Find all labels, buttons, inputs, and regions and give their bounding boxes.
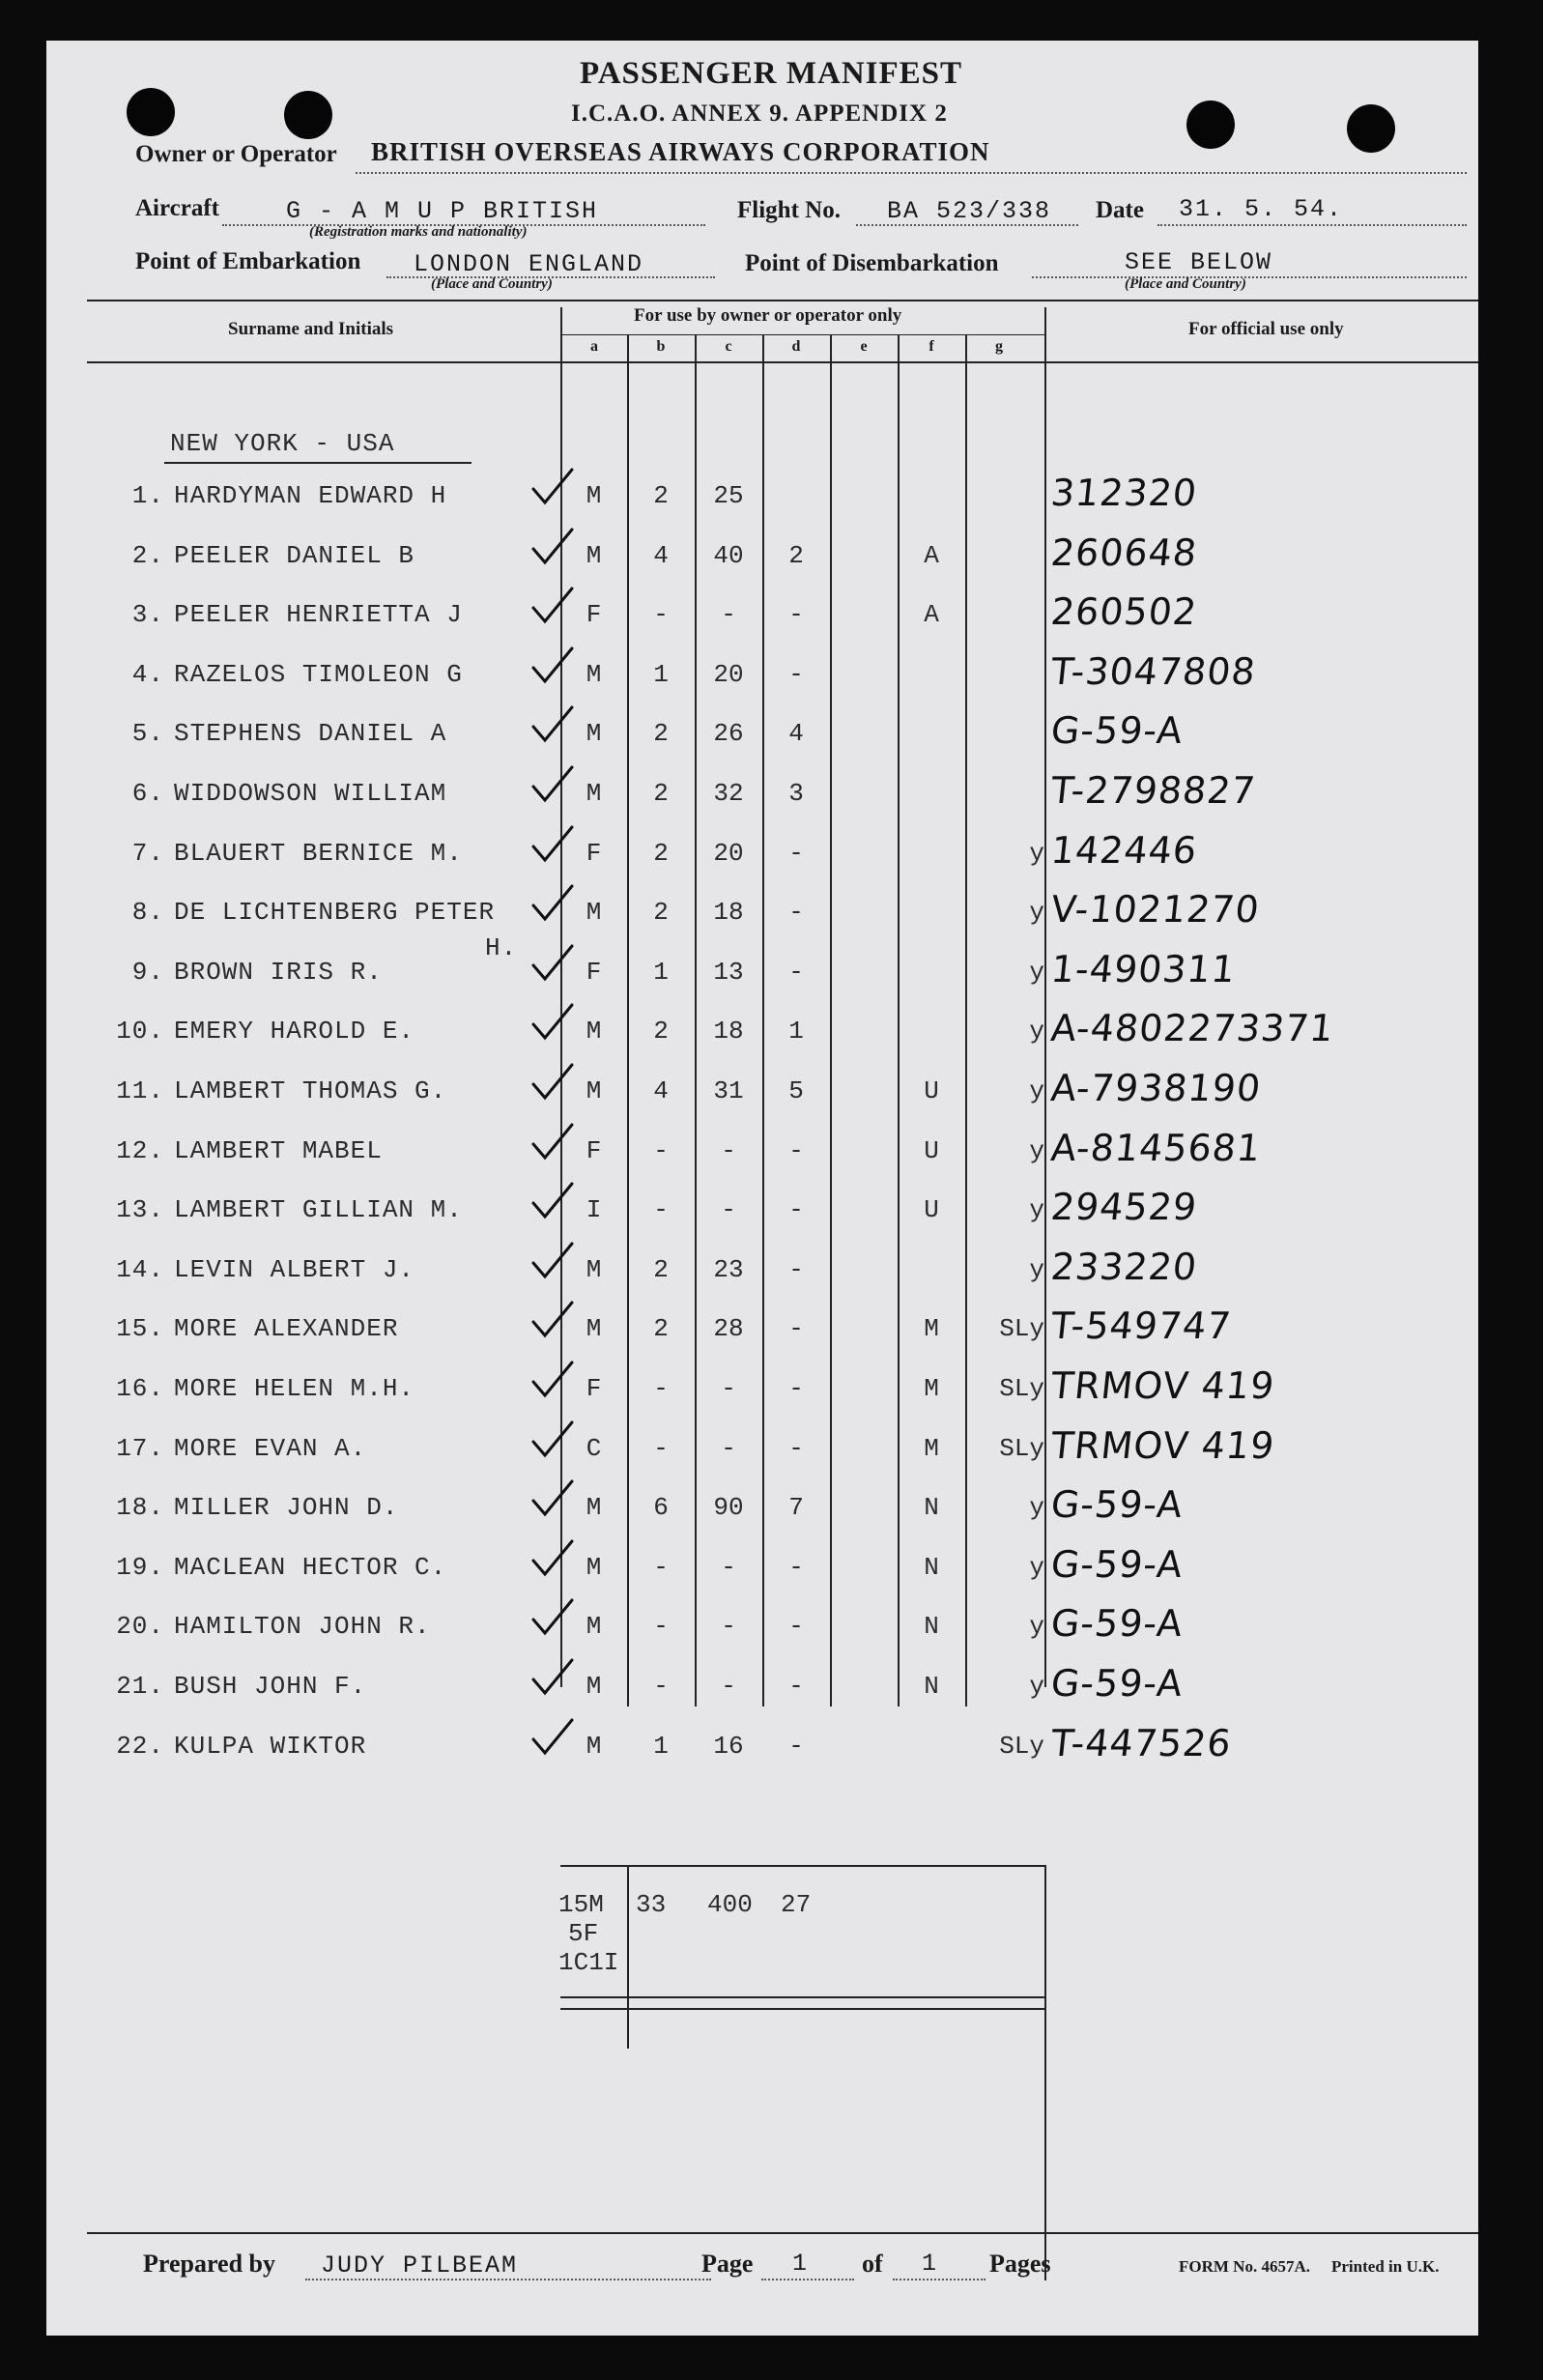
cell-c: 23: [713, 1255, 744, 1284]
check-mark-icon: [529, 1361, 574, 1399]
cell-c: 40: [713, 541, 744, 570]
row-8-continuation: H.: [485, 933, 518, 962]
official-entry: 1-490311: [1048, 948, 1239, 990]
check-mark-icon: [529, 1242, 574, 1280]
totals-top-rule: [560, 1865, 1045, 1867]
cell-c: 16: [713, 1732, 744, 1761]
pages-label: Pages: [989, 2250, 1051, 2278]
official-entry: 260502: [1048, 590, 1200, 633]
cell-c: 26: [713, 719, 744, 748]
cell-c: 13: [713, 958, 744, 987]
column-rule: [830, 334, 832, 1706]
cell-b: 4: [653, 541, 669, 570]
cell-a: I: [586, 1195, 602, 1224]
totals-bottom-rule: [560, 1996, 1045, 1998]
passenger-name: LAMBERT GILLIAN M.: [174, 1195, 463, 1224]
official-entry: A-4802273371: [1048, 1007, 1336, 1049]
date-value: 31. 5. 54.: [1179, 195, 1344, 223]
total-a-line: 15M: [558, 1890, 604, 1919]
cell-a: M: [586, 1076, 602, 1105]
official-entry: G-59-A: [1048, 1602, 1186, 1645]
cell-d: 4: [788, 719, 804, 748]
cell-b: -: [653, 600, 669, 629]
cell-c: 90: [713, 1493, 744, 1522]
embarkation-hint: (Place and Country): [431, 276, 553, 292]
cell-c: -: [721, 1374, 736, 1403]
cell-d: -: [788, 1314, 804, 1343]
cell-c: -: [721, 1195, 736, 1224]
check-mark-icon: [529, 825, 574, 864]
col-c-header: c: [725, 338, 732, 355]
cell-f: U: [924, 1136, 939, 1165]
dotted-line: [893, 2279, 986, 2280]
passenger-name: MORE EVAN A.: [174, 1434, 367, 1463]
cell-f: N: [924, 1672, 939, 1701]
official-entry: 260648: [1048, 531, 1200, 574]
official-entry: T-3047808: [1048, 650, 1258, 693]
cell-f: U: [924, 1076, 939, 1105]
passenger-name: PEELER HENRIETTA J: [174, 600, 463, 629]
cell-a: M: [586, 779, 602, 808]
row-number: 3.: [131, 600, 164, 629]
cell-a: M: [586, 1493, 602, 1522]
form-title: PASSENGER MANIFEST: [580, 56, 963, 91]
row-number: 16.: [116, 1374, 164, 1403]
cell-b: -: [653, 1195, 669, 1224]
cell-a: M: [586, 1314, 602, 1343]
cell-a: F: [586, 1374, 602, 1403]
cell-c: 32: [713, 779, 744, 808]
row-number: 20.: [116, 1612, 164, 1641]
letter-row-rule: [560, 334, 1045, 335]
footer-rule: [87, 2232, 1478, 2234]
official-entry: G-59-A: [1048, 1662, 1186, 1705]
cell-c: 20: [713, 839, 744, 868]
cell-b: 2: [653, 1314, 669, 1343]
cell-a: M: [586, 1732, 602, 1761]
cell-d: -: [788, 1255, 804, 1284]
cell-a: M: [586, 1017, 602, 1046]
cell-f: M: [924, 1314, 939, 1343]
col-official-header: For official use only: [1188, 319, 1344, 339]
of-value: 1: [922, 2250, 939, 2278]
cell-b: 2: [653, 481, 669, 510]
check-mark-icon: [529, 1539, 574, 1578]
cell-f: A: [924, 541, 939, 570]
cell-g: y: [1029, 1672, 1044, 1701]
disembarkation-label: Point of Disembarkation: [745, 250, 999, 276]
cell-b: -: [653, 1136, 669, 1165]
col-surname-header: Surname and Initials: [228, 319, 394, 339]
punch-hole: [284, 91, 332, 139]
cell-d: -: [788, 1672, 804, 1701]
cell-g: y: [1029, 1195, 1044, 1224]
manifest-sheet: [46, 41, 1478, 2336]
check-mark-icon: [529, 944, 574, 983]
passenger-name: HARDYMAN EDWARD H: [174, 481, 447, 510]
of-label: of: [862, 2250, 883, 2278]
col-d-header: d: [791, 338, 801, 355]
cell-d: -: [788, 898, 804, 927]
check-mark-icon: [529, 1301, 574, 1339]
dotted-line: [1157, 224, 1467, 226]
prepared-label: Prepared by: [143, 2250, 275, 2278]
row-number: 4.: [131, 660, 164, 689]
cell-c: -: [721, 1672, 736, 1701]
cell-g: y: [1029, 1553, 1044, 1582]
row-number: 21.: [116, 1672, 164, 1701]
owner-label: Owner or Operator: [135, 141, 337, 167]
aircraft-value: G - A M U P BRITISH: [286, 197, 599, 225]
official-entry: 233220: [1048, 1246, 1200, 1288]
cell-c: -: [721, 1136, 736, 1165]
cell-g: y: [1029, 1255, 1044, 1284]
row-number: 1.: [131, 481, 164, 510]
official-entry: A-7938190: [1048, 1067, 1264, 1109]
row-number: 7.: [131, 839, 164, 868]
total-d: 27: [781, 1890, 812, 1919]
cell-f: M: [924, 1434, 939, 1463]
cell-c: 28: [713, 1314, 744, 1343]
cell-f: N: [924, 1493, 939, 1522]
check-mark-icon: [529, 1479, 574, 1518]
cell-d: 7: [788, 1493, 804, 1522]
row-number: 14.: [116, 1255, 164, 1284]
col-a-header: a: [590, 338, 598, 355]
cell-c: -: [721, 1553, 736, 1582]
form-subtitle: I.C.A.O. ANNEX 9. APPENDIX 2: [571, 100, 948, 127]
section-underline: [164, 462, 471, 464]
cell-c: -: [721, 1434, 736, 1463]
official-entry: TRMOV 419: [1048, 1364, 1277, 1407]
flight-label: Flight No.: [737, 197, 841, 223]
total-a-line: 5F: [568, 1919, 599, 1948]
cell-a: F: [586, 1136, 602, 1165]
cell-c: 31: [713, 1076, 744, 1105]
cell-d: 3: [788, 779, 804, 808]
cell-d: -: [788, 1136, 804, 1165]
cell-c: 25: [713, 481, 744, 510]
row-number: 6.: [131, 779, 164, 808]
official-entry: TRMOV 419: [1048, 1424, 1277, 1467]
cell-g: y: [1029, 1017, 1044, 1046]
cell-b: 1: [653, 1732, 669, 1761]
cell-f: M: [924, 1374, 939, 1403]
cell-d: 2: [788, 541, 804, 570]
cell-d: -: [788, 1612, 804, 1641]
cell-g: y: [1029, 1612, 1044, 1641]
col-e-header: e: [860, 338, 868, 355]
cell-b: -: [653, 1672, 669, 1701]
col-b-header: b: [656, 338, 666, 355]
passenger-name: PEELER DANIEL B: [174, 541, 415, 570]
row-number: 17.: [116, 1434, 164, 1463]
official-entry: A-8145681: [1048, 1127, 1264, 1169]
totals-bottom-rule: [560, 2008, 1045, 2010]
passenger-name: BROWN IRIS R.: [174, 958, 383, 987]
cell-c: -: [721, 1612, 736, 1641]
passenger-name: LAMBERT THOMAS G.: [174, 1076, 447, 1105]
cell-b: 2: [653, 1017, 669, 1046]
row-number: 5.: [131, 719, 164, 748]
cell-b: 2: [653, 719, 669, 748]
row-number: 2.: [131, 541, 164, 570]
official-entry: 142446: [1048, 829, 1200, 872]
cell-b: -: [653, 1434, 669, 1463]
passenger-name: BLAUERT BERNICE M.: [174, 839, 463, 868]
check-mark-icon: [529, 884, 574, 923]
official-entry: G-59-A: [1048, 1483, 1186, 1526]
cell-a: M: [586, 1672, 602, 1701]
cell-d: -: [788, 839, 804, 868]
total-b: 33: [636, 1890, 667, 1919]
cell-a: M: [586, 1255, 602, 1284]
cell-g: y: [1029, 1136, 1044, 1165]
cell-d: -: [788, 600, 804, 629]
cell-a: M: [586, 541, 602, 570]
official-entry: T-2798827: [1048, 769, 1258, 812]
cell-a: M: [586, 1612, 602, 1641]
total-a-line: 1C1I: [558, 1948, 619, 1977]
dotted-line: [1032, 276, 1467, 278]
cell-a: M: [586, 481, 602, 510]
cell-d: -: [788, 1732, 804, 1761]
cell-g: SLy: [999, 1374, 1044, 1403]
cell-a: F: [586, 600, 602, 629]
cell-a: M: [586, 1553, 602, 1582]
cell-g: y: [1029, 1493, 1044, 1522]
cell-g: y: [1029, 839, 1044, 868]
cell-b: 6: [653, 1493, 669, 1522]
official-entry: V-1021270: [1048, 888, 1263, 931]
column-rule: [1044, 307, 1046, 1687]
official-entry: G-59-A: [1048, 1543, 1186, 1586]
punch-hole: [127, 88, 175, 136]
dotted-line: [356, 172, 1467, 174]
check-mark-icon: [529, 1420, 574, 1459]
check-mark-icon: [529, 1063, 574, 1102]
row-number: 11.: [116, 1076, 164, 1105]
passenger-name: LAMBERT MABEL: [174, 1136, 383, 1165]
cell-d: -: [788, 1434, 804, 1463]
official-entry: G-59-A: [1048, 709, 1186, 752]
passenger-name: EMERY HAROLD E.: [174, 1017, 415, 1046]
cell-d: -: [788, 958, 804, 987]
cell-b: 2: [653, 839, 669, 868]
passenger-name: MILLER JOHN D.: [174, 1493, 399, 1522]
total-c: 400: [707, 1890, 753, 1919]
cell-f: N: [924, 1612, 939, 1641]
cell-g: y: [1029, 958, 1044, 987]
row-number: 13.: [116, 1195, 164, 1224]
cell-d: 5: [788, 1076, 804, 1105]
column-rule: [1044, 1865, 1046, 2280]
check-mark-icon: [529, 1003, 574, 1042]
cell-c: 18: [713, 1017, 744, 1046]
cell-g: y: [1029, 1076, 1044, 1105]
row-number: 10.: [116, 1017, 164, 1046]
cell-g: SLy: [999, 1314, 1044, 1343]
check-mark-icon: [529, 587, 574, 625]
punch-hole: [1347, 104, 1395, 153]
disembarkation-hint: (Place and Country): [1125, 276, 1246, 292]
dotted-line: [856, 224, 1078, 226]
aircraft-hint: (Registration marks and nationality): [309, 224, 528, 240]
cell-f: A: [924, 600, 939, 629]
row-number: 22.: [116, 1732, 164, 1761]
passenger-name: BUSH JOHN F.: [174, 1672, 367, 1701]
table-header-rule: [87, 361, 1478, 363]
cell-f: N: [924, 1553, 939, 1582]
page-label: Page: [701, 2250, 754, 2278]
cell-a: F: [586, 839, 602, 868]
official-entry: T-549747: [1048, 1305, 1234, 1347]
check-mark-icon: [529, 1598, 574, 1637]
dotted-line: [305, 2279, 711, 2280]
cell-b: 1: [653, 958, 669, 987]
row-number: 8.: [131, 898, 164, 927]
cell-c: 20: [713, 660, 744, 689]
check-mark-icon: [529, 765, 574, 804]
cell-a: M: [586, 898, 602, 927]
section-heading: NEW YORK - USA: [170, 429, 395, 458]
check-mark-icon: [529, 528, 574, 566]
official-entry: 312320: [1048, 472, 1200, 514]
check-mark-icon: [529, 646, 574, 685]
passenger-name: LEVIN ALBERT J.: [174, 1255, 415, 1284]
check-mark-icon: [529, 705, 574, 744]
cell-g: SLy: [999, 1434, 1044, 1463]
cell-d: 1: [788, 1017, 804, 1046]
cell-b: 2: [653, 898, 669, 927]
embarkation-value: LONDON ENGLAND: [414, 250, 644, 278]
passenger-name: MORE HELEN M.H.: [174, 1374, 415, 1403]
column-rule: [627, 1865, 629, 2049]
official-entry: T-447526: [1048, 1722, 1234, 1764]
cell-a: M: [586, 660, 602, 689]
row-number: 15.: [116, 1314, 164, 1343]
embarkation-label: Point of Embarkation: [135, 248, 361, 274]
check-mark-icon: [529, 1182, 574, 1220]
form-number: FORM No. 4657A.: [1179, 2257, 1310, 2276]
cell-b: 1: [653, 660, 669, 689]
check-mark-icon: [529, 1123, 574, 1161]
cell-d: -: [788, 660, 804, 689]
owner-value: BRITISH OVERSEAS AIRWAYS CORPORATION: [371, 137, 990, 166]
row-number: 18.: [116, 1493, 164, 1522]
cell-b: -: [653, 1612, 669, 1641]
cell-b: 2: [653, 779, 669, 808]
cell-c: 18: [713, 898, 744, 927]
cell-f: U: [924, 1195, 939, 1224]
date-label: Date: [1096, 197, 1144, 223]
cell-d: -: [788, 1374, 804, 1403]
check-mark-icon: [529, 1718, 574, 1757]
flight-value: BA 523/338: [887, 197, 1052, 225]
passenger-name: HAMILTON JOHN R.: [174, 1612, 431, 1641]
page-value: 1: [792, 2250, 810, 2278]
cell-g: SLy: [999, 1732, 1044, 1761]
passenger-name: MORE ALEXANDER: [174, 1314, 399, 1343]
cell-a: C: [586, 1434, 602, 1463]
cell-a: F: [586, 958, 602, 987]
cell-b: 4: [653, 1076, 669, 1105]
passenger-name: KULPA WIKTOR: [174, 1732, 367, 1761]
passenger-name: RAZELOS TIMOLEON G: [174, 660, 463, 689]
cell-d: -: [788, 1195, 804, 1224]
check-mark-icon: [529, 468, 574, 506]
cell-d: -: [788, 1553, 804, 1582]
printed-in: Printed in U.K.: [1331, 2257, 1440, 2276]
cell-c: -: [721, 600, 736, 629]
cell-b: -: [653, 1553, 669, 1582]
disembarkation-value: SEE BELOW: [1125, 248, 1273, 276]
row-number: 19.: [116, 1553, 164, 1582]
cell-g: y: [1029, 898, 1044, 927]
aircraft-label: Aircraft: [135, 195, 219, 221]
cell-a: M: [586, 719, 602, 748]
official-entry: 294529: [1048, 1186, 1200, 1228]
passenger-name: WIDDOWSON WILLIAM: [174, 779, 447, 808]
prepared-value: JUDY PILBEAM: [321, 2251, 519, 2280]
passenger-name: STEPHENS DANIEL A: [174, 719, 447, 748]
cell-b: -: [653, 1374, 669, 1403]
table-top-rule: [87, 300, 1478, 301]
col-owner-use-header: For use by owner or operator only: [634, 305, 902, 326]
row-number: 9.: [131, 958, 164, 987]
dotted-line: [761, 2279, 854, 2280]
passenger-name: MACLEAN HECTOR C.: [174, 1553, 447, 1582]
col-g-header: g: [995, 338, 1003, 355]
check-mark-icon: [529, 1658, 574, 1697]
punch-hole: [1186, 100, 1235, 149]
passenger-name: DE LICHTENBERG PETER: [174, 898, 496, 927]
cell-b: 2: [653, 1255, 669, 1284]
col-f-header: f: [929, 338, 934, 355]
row-number: 12.: [116, 1136, 164, 1165]
